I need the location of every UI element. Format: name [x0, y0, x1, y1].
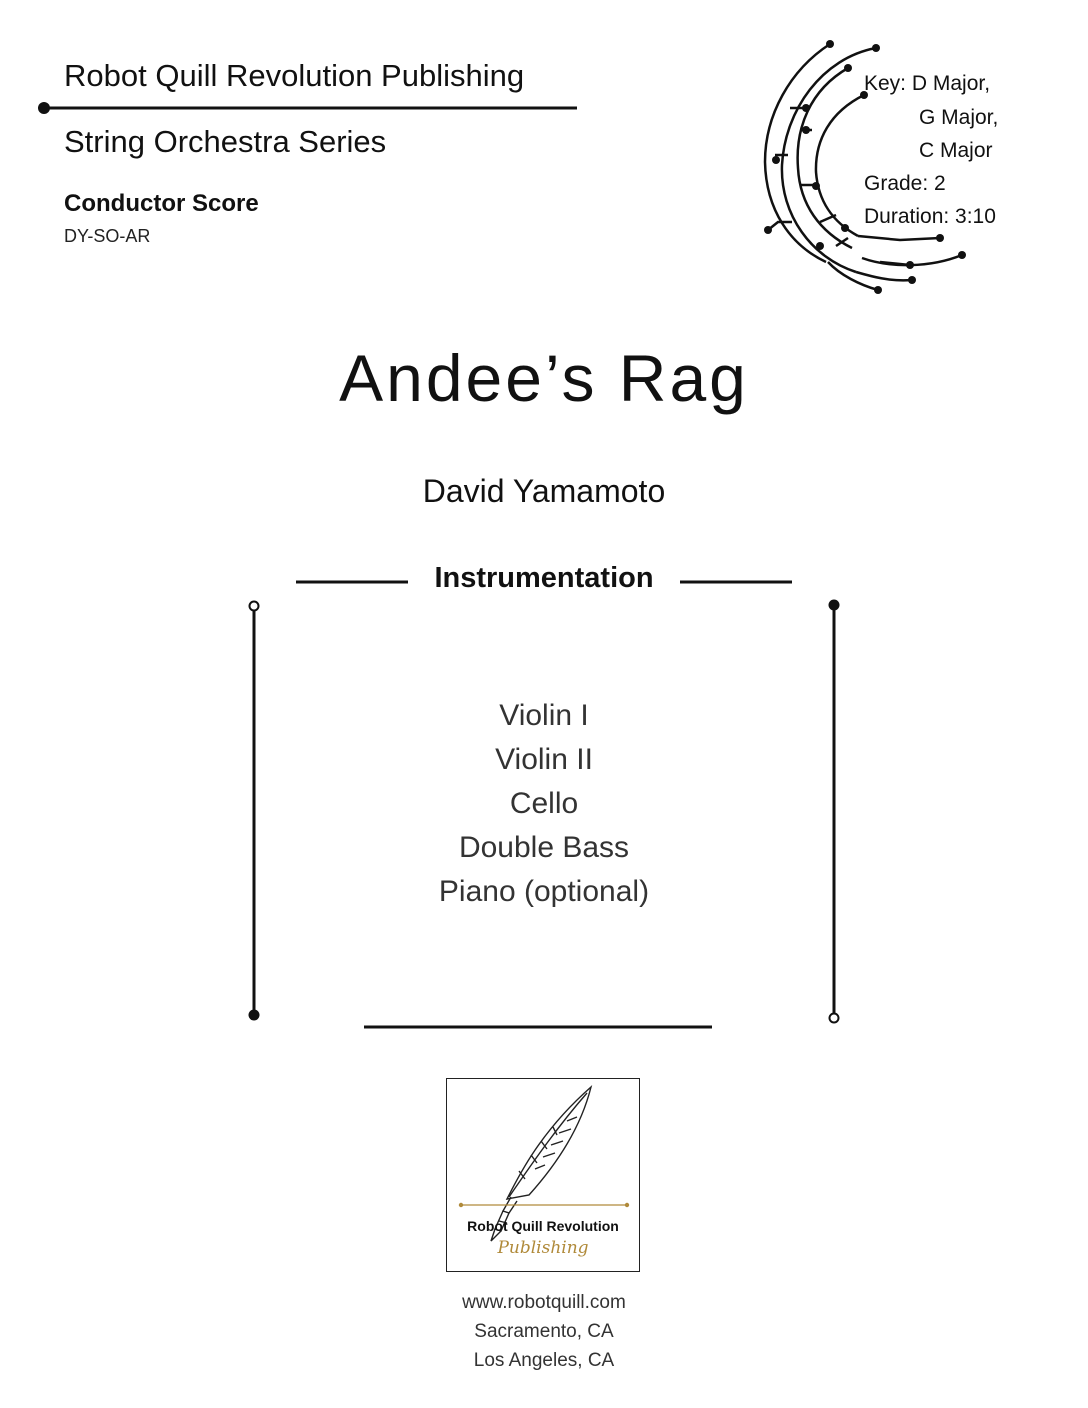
website-link[interactable]: www.robotquill.com: [462, 1292, 626, 1313]
key-line-1: Key: D Major,: [864, 72, 991, 95]
instrument-item: Violin I: [499, 699, 589, 732]
instrumentation-heading: Instrumentation: [434, 562, 654, 594]
piece-title: Andee’s Rag: [339, 341, 749, 415]
location-sacramento: Sacramento, CA: [474, 1321, 614, 1342]
series-name: String Orchestra Series: [64, 124, 387, 159]
instrument-item: Double Bass: [458, 831, 630, 864]
grade: Grade: 2: [864, 172, 946, 195]
header-rule: [38, 102, 577, 114]
instrumentation-list: [0, 694, 1088, 914]
key-line-2: G Major,: [919, 106, 999, 129]
catalog-number: DY-SO-AR: [64, 226, 151, 246]
key-line-3: C Major: [919, 139, 993, 162]
instrument-item: Cello: [509, 787, 579, 820]
composer-name: David Yamamoto: [422, 473, 666, 509]
logo-publisher-name: Robot Quill Revolution: [467, 1218, 619, 1234]
publisher-name: Robot Quill Revolution Publishing: [64, 58, 525, 93]
duration: Duration: 3:10: [864, 205, 996, 228]
instrument-item: Violin II: [495, 743, 593, 776]
score-type: Conductor Score: [64, 190, 259, 217]
location-los-angeles: Los Angeles, CA: [473, 1350, 615, 1371]
logo-publishing-script: Publishing: [497, 1238, 589, 1258]
instrument-item: Piano (optional): [438, 875, 650, 908]
